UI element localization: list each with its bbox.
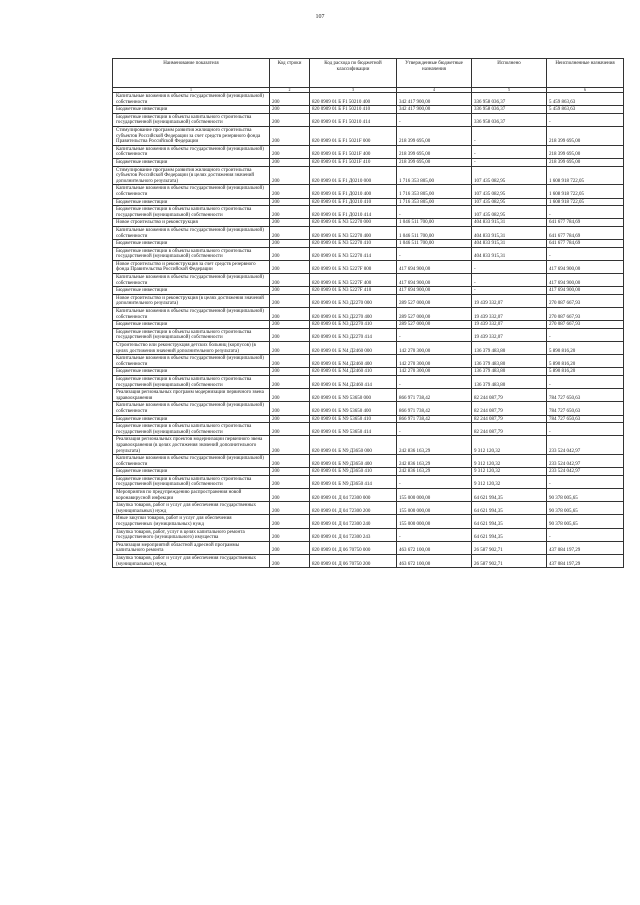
row-executed: 404 833 915,31 [472,240,547,248]
row-classification: 820 0909 01 Б F1 5021F 000 [310,126,397,145]
row-approved: 155 000 000,00 [397,515,472,528]
row-unexecuted: - [547,475,624,488]
row-code: 200 [270,342,310,355]
row-unexecuted: 784 727 650,63 [547,389,624,402]
row-approved: 1 046 511 700,00 [397,240,472,248]
table-row [113,206,624,219]
row-name: Бюджетные инвестиции в объекты капитального строительства государственной (муниципальной) собственности [113,247,270,260]
table-row [113,240,624,248]
row-code: 200 [270,308,310,321]
row-code: 200 [270,274,310,287]
row-unexecuted: 5 890 816,20 [547,342,624,355]
row-name: Бюджетные инвестиции в объекты капитального строительства государственной (муниципальной) собственности [113,475,270,488]
row-approved: 242 836 163,29 [397,436,472,455]
row-code: 200 [270,475,310,488]
row-unexecuted: 218 399 695,00 [547,158,624,166]
row-approved: 155 000 000,00 [397,489,472,502]
header-unexecuted: Неисполненные назначения [547,59,624,88]
row-name: Бюджетные инвестиции [113,198,270,206]
row-unexecuted: 5 890 816,20 [547,355,624,368]
row-approved: 866 971 738,42 [397,415,472,423]
row-code: 200 [270,260,310,273]
row-classification: 820 0909 01 Д 06 70750 000 [310,541,397,554]
table-row [113,145,624,158]
row-classification: 820 0909 01 Б N3 Д2270 000 [310,294,397,307]
table-row [113,375,624,388]
table-row [113,541,624,554]
row-approved: 342 417 900,00 [397,106,472,114]
row-unexecuted: 417 694 900,00 [547,274,624,287]
row-executed: 404 833 915,31 [472,219,547,227]
row-classification: 820 0909 01 Б N3 5227F 000 [310,260,397,273]
row-classification: 820 0909 01 Б N4 Д2460 400 [310,355,397,368]
row-approved: 1 716 353 805,00 [397,185,472,198]
row-name: Бюджетные инвестиции [113,415,270,423]
row-name: Реализация региональных программ модернизации первичного звена здравоохранения [113,389,270,402]
row-code: 200 [270,198,310,206]
row-name: Закупка товаров, работ, услуг в целях капитального ремонта государственного (муниципального) имущества [113,528,270,541]
row-unexecuted: 218 399 695,00 [547,126,624,145]
header-executed: Исполнено [472,59,547,88]
table-row [113,368,624,376]
table-row [113,455,624,468]
table-row [113,436,624,455]
row-unexecuted: 417 694 900,00 [547,260,624,273]
row-approved: - [397,328,472,341]
row-executed: 82 244 087,79 [472,402,547,415]
row-classification: 820 0909 01 Б N9 53650 000 [310,389,397,402]
row-classification: 820 0909 01 Б F1 Д0210 000 [310,166,397,185]
row-classification: 820 0909 01 Б F1 5021F 400 [310,145,397,158]
row-name: Бюджетные инвестиции [113,468,270,476]
row-unexecuted: - [547,247,624,260]
row-name: Бюджетные инвестиции в объекты капитального строительства государственной (муниципальной) собственности [113,375,270,388]
row-executed: 82 244 087,79 [472,389,547,402]
row-classification: 820 0909 01 Б N9 Д3650 414 [310,475,397,488]
row-approved: - [397,475,472,488]
row-name: Капитальные вложения в объекты государственной (муниципальной) собственности [113,455,270,468]
row-classification: 820 0909 01 Б N9 Д3650 410 [310,468,397,476]
row-classification: 820 0909 01 Б N3 Д2270 400 [310,308,397,321]
row-approved: 417 694 900,00 [397,260,472,273]
row-classification: 820 0909 01 Б N3 52270 000 [310,219,397,227]
row-code: 200 [270,126,310,145]
row-name: Капитальные вложения в объекты государственной (муниципальной) собственности [113,145,270,158]
row-executed: 107 435 082,95 [472,198,547,206]
row-unexecuted: 218 399 695,00 [547,145,624,158]
table-row [113,389,624,402]
row-executed: 136 379 483,80 [472,375,547,388]
row-approved: 1 716 353 805,00 [397,166,472,185]
row-approved: 218 399 695,00 [397,126,472,145]
table-header [113,59,624,93]
row-unexecuted: 90 378 005,65 [547,515,624,528]
row-unexecuted: 1 608 918 722,05 [547,185,624,198]
row-approved: 289 527 000,00 [397,294,472,307]
row-code: 200 [270,328,310,341]
row-executed: - [472,260,547,273]
row-name: Бюджетные инвестиции [113,368,270,376]
row-approved: 142 270 300,00 [397,355,472,368]
row-code: 200 [270,455,310,468]
row-executed: 336 958 036,37 [472,106,547,114]
row-unexecuted: 90 378 005,65 [547,502,624,515]
table-row [113,126,624,145]
row-classification: 820 0909 01 Д 04 72300 000 [310,489,397,502]
table-row [113,321,624,329]
row-approved: 463 672 100,00 [397,541,472,554]
row-approved: 142 270 300,00 [397,342,472,355]
row-code: 200 [270,219,310,227]
row-classification: 820 0909 01 Б N3 5227F 400 [310,274,397,287]
table-row [113,274,624,287]
row-executed: 107 435 082,95 [472,166,547,185]
table-row [113,219,624,227]
row-name: Бюджетные инвестиции [113,158,270,166]
row-approved: - [397,423,472,436]
row-approved: 289 527 000,00 [397,321,472,329]
row-classification: 820 0909 01 Б N3 Д2270 414 [310,328,397,341]
row-code: 200 [270,368,310,376]
row-approved: - [397,206,472,219]
row-name: Новое строительство и реконструкция [113,219,270,227]
row-classification: 820 0909 01 Б N9 Д3650 400 [310,455,397,468]
row-approved: 866 971 738,42 [397,402,472,415]
row-executed: 9 312 120,32 [472,475,547,488]
row-code: 200 [270,436,310,455]
table-row [113,294,624,307]
row-executed: 19 439 332,07 [472,328,547,341]
header-classification: Код расхода по бюджетной классификации [310,59,397,88]
row-classification: 820 0909 01 Б N4 Д2460 410 [310,368,397,376]
table-row [113,158,624,166]
row-unexecuted: - [547,328,624,341]
row-code: 200 [270,321,310,329]
row-approved: 155 000 000,00 [397,502,472,515]
row-unexecuted: 417 694 900,00 [547,287,624,295]
row-executed: 107 435 082,95 [472,206,547,219]
row-code: 200 [270,106,310,114]
row-code: 200 [270,468,310,476]
table-row [113,423,624,436]
row-unexecuted: 270 087 667,93 [547,294,624,307]
row-code: 200 [270,415,310,423]
row-classification: 820 0909 01 Б N3 5227F 410 [310,287,397,295]
row-unexecuted: 641 677 784,69 [547,226,624,239]
row-code: 200 [270,515,310,528]
row-name: Иные закупки товаров, работ и услуг для обеспечения государственных (муниципальных) нужд [113,515,270,528]
table-row [113,489,624,502]
row-name: Бюджетные инвестиции [113,106,270,114]
row-unexecuted: 1 608 918 722,05 [547,166,624,185]
row-code: 200 [270,355,310,368]
row-classification: 820 0909 01 Д 04 72300 200 [310,502,397,515]
row-name: Бюджетные инвестиции в объекты капитального строительства государственной (муниципальной) собственности [113,206,270,219]
row-name: Капитальные вложения в объекты государственной (муниципальной) собственности [113,185,270,198]
row-name: Капитальные вложения в объекты государственной (муниципальной) собственности [113,93,270,106]
row-approved: 342 417 900,00 [397,93,472,106]
row-unexecuted: - [547,113,624,126]
row-executed: 136 379 483,80 [472,355,547,368]
row-name: Новое строительство и реконструкция за счет средств резервного фонда Правительства Российской Федерации [113,260,270,273]
row-name: Бюджетные инвестиции [113,287,270,295]
row-unexecuted: 641 677 784,69 [547,219,624,227]
row-name: Мероприятия по предупреждению распространения новой коронавирусной инфекции [113,489,270,502]
row-classification: 820 0909 01 Б F1 Д0210 410 [310,198,397,206]
row-code: 200 [270,145,310,158]
row-executed: - [472,158,547,166]
row-unexecuted: - [547,206,624,219]
row-name: Закупка товаров, работ и услуг для обеспечения государственных (муниципальных) нужд [113,555,270,568]
row-unexecuted: - [547,375,624,388]
header-name: Наименование показателя [113,59,270,88]
row-code: 200 [270,502,310,515]
table-row [113,402,624,415]
row-approved: 1 046 511 700,00 [397,219,472,227]
row-name: Капитальные вложения в объекты государственной (муниципальной) собственности [113,355,270,368]
table-row [113,515,624,528]
row-classification: 820 0909 01 Б F1 Д0210 414 [310,206,397,219]
row-approved: - [397,113,472,126]
row-executed: - [472,126,547,145]
row-code: 200 [270,294,310,307]
row-unexecuted: 270 087 667,93 [547,321,624,329]
table-row [113,475,624,488]
table-row [113,287,624,295]
row-executed: 404 833 915,31 [472,226,547,239]
row-executed: 9 312 120,32 [472,468,547,476]
row-name: Стимулирование программ развития жилищного строительства субъектов Российской Федерации (в целях достижения значений дополнительного результата) [113,166,270,185]
row-code: 200 [270,287,310,295]
header-num-5: 5 [472,88,547,93]
table-row [113,468,624,476]
row-unexecuted: - [547,423,624,436]
row-approved: 417 694 900,00 [397,274,472,287]
row-approved: - [397,247,472,260]
row-name: Бюджетные инвестиции [113,321,270,329]
row-executed: 9 312 120,32 [472,455,547,468]
row-approved: - [397,528,472,541]
row-classification: 820 0909 01 Д 04 72300 243 [310,528,397,541]
table-row [113,502,624,515]
row-approved: 242 836 163,29 [397,455,472,468]
row-approved: 142 270 300,00 [397,368,472,376]
row-unexecuted: 784 727 650,63 [547,415,624,423]
row-executed: 64 621 994,35 [472,502,547,515]
row-executed: 82 244 087,79 [472,423,547,436]
row-executed: - [472,287,547,295]
row-executed: 136 379 483,80 [472,368,547,376]
row-classification: 820 0909 01 Б F1 50210 410 [310,106,397,114]
table-body [113,93,624,568]
row-code: 200 [270,247,310,260]
table-row [113,185,624,198]
row-code: 200 [270,528,310,541]
row-unexecuted: 5 459 863,63 [547,106,624,114]
row-classification: 820 0909 01 Б N3 Д2270 410 [310,321,397,329]
row-classification: 820 0909 01 Б N9 Д3650 000 [310,436,397,455]
row-name: Реализация региональных проектов модернизации первичного звена здравоохранения (в целях достижения значений дополнительного результата) [113,436,270,455]
header-code: Код строки [270,59,310,88]
row-classification: 820 0909 01 Б N4 Д2460 414 [310,375,397,388]
row-classification: 820 0909 01 Б N3 52270 400 [310,226,397,239]
row-executed: 19 439 332,07 [472,294,547,307]
row-executed: 26 587 902,71 [472,541,547,554]
row-executed: 64 621 994,35 [472,515,547,528]
table-row [113,260,624,273]
row-code: 200 [270,555,310,568]
table-row [113,528,624,541]
row-code: 200 [270,389,310,402]
row-code: 200 [270,206,310,219]
row-unexecuted: 5 459 863,63 [547,93,624,106]
row-unexecuted: 233 524 042,97 [547,455,624,468]
row-executed: 26 587 902,71 [472,555,547,568]
row-classification: 820 0909 01 Б F1 50210 414 [310,113,397,126]
row-unexecuted: 90 378 005,65 [547,489,624,502]
row-name: Новое строительство и реконструкция (в целях достижения значений дополнительного результата) [113,294,270,307]
row-unexecuted: - [547,528,624,541]
row-unexecuted: 233 524 042,97 [547,436,624,455]
row-executed: 19 439 332,07 [472,308,547,321]
row-unexecuted: 1 608 918 722,05 [547,198,624,206]
row-code: 200 [270,375,310,388]
row-name: Капитальные вложения в объекты государственной (муниципальной) собственности [113,308,270,321]
row-executed: 19 439 332,07 [472,321,547,329]
row-name: Бюджетные инвестиции в объекты капитального строительства государственной (муниципальной) собственности [113,423,270,436]
table-row [113,342,624,355]
row-name: Бюджетные инвестиции [113,240,270,248]
row-code: 200 [270,489,310,502]
header-num-6: 6 [547,88,624,93]
row-code: 200 [270,423,310,436]
row-name: Бюджетные инвестиции в объекты капитального строительства государственной (муниципальной) собственности [113,113,270,126]
row-name: Капитальные вложения в объекты государственной (муниципальной) собственности [113,226,270,239]
row-classification: 820 0909 01 Б F1 50210 400 [310,93,397,106]
table-row [113,415,624,423]
row-executed: 404 833 915,31 [472,247,547,260]
table-row [113,355,624,368]
row-name: Капитальные вложения в объекты государственной (муниципальной) собственности [113,274,270,287]
row-executed: 336 958 036,37 [472,113,547,126]
row-approved: 1 046 511 700,00 [397,226,472,239]
row-executed: - [472,274,547,287]
row-approved: 1 716 353 805,00 [397,198,472,206]
row-classification: 820 0909 01 Б N4 Д2460 000 [310,342,397,355]
header-num-1: 1 [113,88,270,93]
row-code: 200 [270,113,310,126]
row-executed: 82 244 087,79 [472,415,547,423]
row-classification: 820 0909 01 Б F1 5021F 410 [310,158,397,166]
row-classification: 820 0909 01 Д 04 72300 240 [310,515,397,528]
row-name: Бюджетные инвестиции в объекты капитального строительства государственной (муниципальной) собственности [113,328,270,341]
table-row [113,308,624,321]
row-code: 200 [270,402,310,415]
header-num-2: 2 [270,88,310,93]
header-num-3: 3 [310,88,397,93]
budget-execution-table [112,58,624,568]
row-approved: 417 694 900,00 [397,287,472,295]
header-num-4: 4 [397,88,472,93]
row-classification: 820 0909 01 Б N3 52270 410 [310,240,397,248]
row-classification: 820 0909 01 Б N9 53650 410 [310,415,397,423]
row-executed: 136 379 483,80 [472,342,547,355]
table-row [113,166,624,185]
row-unexecuted: 233 524 042,97 [547,468,624,476]
table-row [113,247,624,260]
row-unexecuted: 5 890 816,20 [547,368,624,376]
row-code: 200 [270,240,310,248]
row-unexecuted: 437 084 197,29 [547,555,624,568]
page-number: 107 [315,14,325,20]
row-executed: 107 435 082,95 [472,185,547,198]
row-name: Стимулирование программ развития жилищного строительства субъектов Российской Федерации за счет средств резервного фонда Правительства Российской Федерации [113,126,270,145]
row-approved: 289 527 000,00 [397,308,472,321]
row-name: Закупка товаров, работ и услуг для обеспечения государственных (муниципальных) нужд [113,502,270,515]
row-executed: - [472,145,547,158]
table-row [113,555,624,568]
table-row [113,328,624,341]
table-row [113,106,624,114]
row-code: 200 [270,166,310,185]
table-row [113,93,624,106]
row-code: 200 [270,226,310,239]
header-approved: Утвержденные бюджетные назначения [397,59,472,88]
row-approved: 463 672 100,00 [397,555,472,568]
row-code: 200 [270,185,310,198]
row-name: Строительство или реконструкция детских больниц (корпусов) (в целях достижения значений дополнительного результата) [113,342,270,355]
row-approved: - [397,375,472,388]
table-row [113,198,624,206]
row-code: 200 [270,541,310,554]
row-executed: 64 621 994,35 [472,489,547,502]
row-executed: 64 621 994,35 [472,528,547,541]
row-name: Капитальные вложения в объекты государственной (муниципальной) собственности [113,402,270,415]
row-classification: 820 0909 01 Б F1 Д0210 400 [310,185,397,198]
row-classification: 820 0909 01 Б N3 52270 414 [310,247,397,260]
row-name: Реализация мероприятий областной адресной программы капитального ремонта [113,541,270,554]
row-approved: 242 836 163,29 [397,468,472,476]
row-classification: 820 0909 01 Б N9 53650 400 [310,402,397,415]
row-classification: 820 0909 01 Д 06 70750 200 [310,555,397,568]
row-unexecuted: 784 727 650,63 [547,402,624,415]
row-unexecuted: 437 084 197,29 [547,541,624,554]
row-code: 200 [270,158,310,166]
row-executed: 336 958 036,37 [472,93,547,106]
table-row [113,113,624,126]
row-approved: 218 399 695,00 [397,158,472,166]
table-row [113,226,624,239]
row-approved: 218 399 695,00 [397,145,472,158]
row-unexecuted: 270 087 667,93 [547,308,624,321]
row-approved: 866 971 738,42 [397,389,472,402]
row-unexecuted: 641 677 784,69 [547,240,624,248]
row-classification: 820 0909 01 Б N9 53650 414 [310,423,397,436]
row-executed: 9 312 120,32 [472,436,547,455]
row-code: 200 [270,93,310,106]
